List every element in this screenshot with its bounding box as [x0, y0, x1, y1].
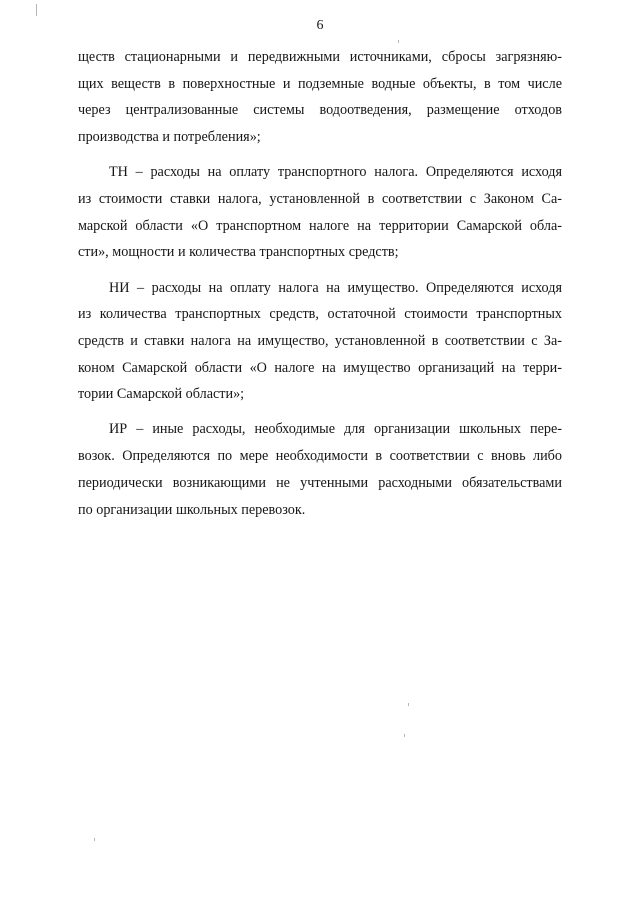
- scan-speck: [94, 838, 95, 841]
- paragraph-property-tax: [78, 275, 562, 408]
- text-line: из стоимости ставки налога, установленной в соответствии с Законом Са-: [78, 190, 562, 207]
- text-line: тории Самарской области»;: [78, 386, 245, 403]
- scan-speck: [408, 703, 409, 706]
- text-line: производства и потребления»;: [78, 129, 261, 146]
- scan-speck: [36, 4, 37, 16]
- scan-speck: [404, 734, 405, 737]
- text-line: сти», мощности и количества транспортных средств;: [78, 244, 399, 261]
- paragraph-other-expenses: [78, 416, 562, 523]
- paragraph-transport-tax: [78, 159, 562, 266]
- text-line: ществ стационарными и передвижными источниками, сбросы загрязняю-: [78, 49, 562, 65]
- paragraph-spacer: [78, 151, 562, 160]
- text-line: из количества транспортных средств, остаточной стоимости транспортных: [78, 306, 562, 323]
- text-line: коном Самарской области «О налоге на имущество организаций на терри-: [78, 359, 562, 376]
- paragraph-spacer: [78, 266, 562, 275]
- page-number: 6: [316, 18, 324, 33]
- text-line: НИ – расходы на оплату налога на имущество. Определяются исходя: [109, 279, 562, 296]
- text-line: марской области «О транспортном налоге на территории Самарской обла-: [78, 217, 562, 234]
- text-line: ИР – иные расходы, необходимые для организации школьных пере-: [109, 421, 562, 438]
- paragraph-spacer: [78, 408, 562, 417]
- text-line: возок. Определяются по мере необходимости в соответствии с вновь либо: [78, 448, 562, 465]
- scan-speck: [398, 40, 399, 43]
- text-line: через централизованные системы водоотведения, размещение отходов: [78, 102, 562, 119]
- text-line: ТН – расходы на оплату транспортного налога. Определяются исходя: [109, 164, 562, 181]
- text-line: по организации школьных перевозок.: [78, 501, 306, 518]
- text-line: щих веществ в поверхностные и подземные водные объекты, в том числе: [78, 75, 562, 92]
- text-line: периодически возникающими не учтенными расходными обязательствами: [78, 474, 562, 491]
- text-line: средств и ставки налога на имущество, установленной в соответствии с За-: [78, 332, 562, 349]
- paragraph-emissions-continuation: [78, 44, 562, 151]
- document-body: [78, 44, 562, 523]
